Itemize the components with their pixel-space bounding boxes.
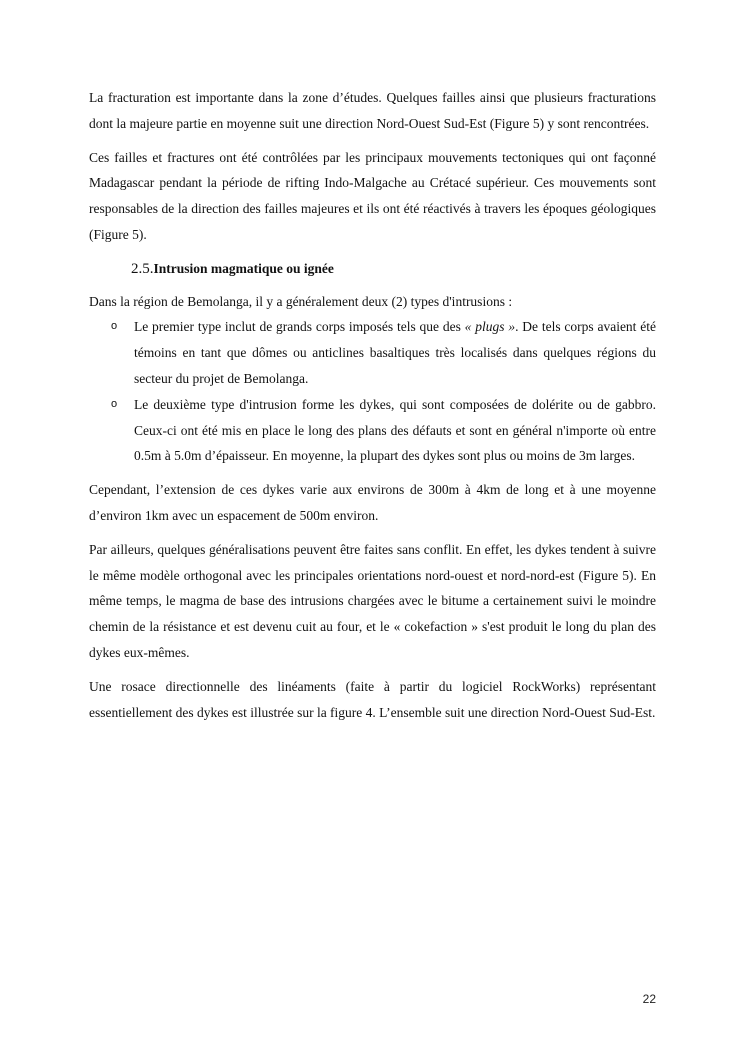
first-type-text-before: Le premier type inclut de grands corps imposés tels que des — [134, 319, 465, 335]
section-title: Intrusion magmatique ou ignée — [153, 260, 334, 276]
first-type-emphasis: « plugs » — [464, 319, 516, 335]
list-item-second-type — [89, 392, 656, 469]
paragraph-intrusions-intro: Dans la région de Bemolanga, il y a généralement deux (2) types d'intrusions : — [89, 293, 513, 309]
paragraph-generalisations: Par ailleurs, quelques généralisations peuvent être faites sans conflit. En effet, les dykes tendent à suivre le même modèle orthogonal avec les principales orientations nord-ouest et nord-nord-est (Figure 5). En même temps, le magma de base des intrusions chargées avec le bitume a certainement suivi le moindre chemin de la résistance et est devenu cuit au four, et le « cokefaction » s'est produit le long du plan des dykes eux-mêmes. — [89, 541, 656, 660]
section-number: 2.5. — [131, 260, 154, 277]
paragraph-rosace: Une rosace directionnelle des linéaments (faite à partir du logiciel RockWorks) représentant essentiellement des dykes est illustrée sur la figure 4. L’ensemble suit une direction Nord-Ouest Sud-Est. — [89, 678, 656, 720]
paragraph-failles-fractures: Ces failles et fractures ont été contrôlées par les principaux mouvements tectoniques qui ont façonné Madagascar pendant la période de rifting Indo-Malgache au Crétacé supérieur. Ces mouvements sont responsables de la direction des failles majeures et ils ont été réactivés à travers les époques géologiques (Figure 5). — [89, 149, 656, 242]
intrusion-types-list — [89, 314, 656, 469]
bullet-circle-icon: o — [111, 397, 118, 410]
paragraph-extension-dykes: Cependant, l’extension de ces dykes varie aux environs de 300m à 4km de long et à une moyenne d’environ 1km avec un espacement de 500m environ. — [89, 482, 656, 523]
bullet-circle-icon: o — [111, 320, 118, 333]
list-item-first-type — [89, 314, 656, 391]
document-page — [89, 85, 656, 733]
section-heading — [131, 256, 656, 283]
page-number: 22 — [642, 992, 656, 1006]
second-type-text: Le deuxième type d'intrusion forme les dykes, qui sont composées de dolérite ou de gabbro. Ceux-ci ont été mis en place le long des plans des défauts et sont en général n'importe où entre 0.5m à 5.0m d’épaisseur. En moyenne, la plupart des dykes sont plus ou moins de 3m larges. — [134, 396, 656, 464]
paragraph-fracturation: La fracturation est importante dans la zone d’études. Quelques failles ainsi que plusieurs fracturations dont la majeure partie en moyenne suit une direction Nord-Ouest Sud-Est (Figure 5) y sont rencontrées. — [89, 90, 656, 131]
first-type-text-after: . De tels corps avaient été témoins en tant que dômes ou anticlines basaltiques très localisés dans quelques régions du secteur du projet de Bemolanga. — [134, 319, 656, 386]
